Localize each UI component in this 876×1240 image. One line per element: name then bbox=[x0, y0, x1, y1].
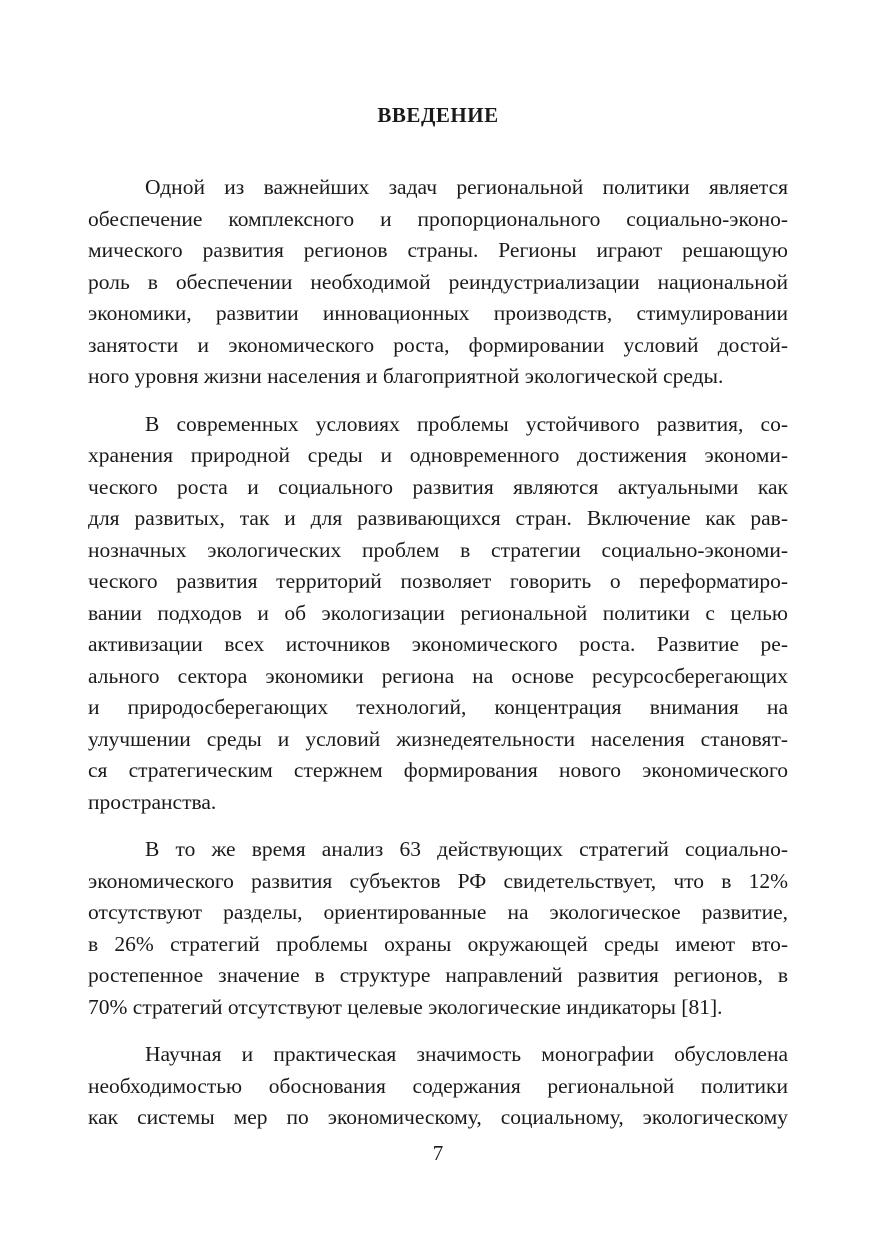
text-line: хранения природной среды и одновременного достижения экономи- bbox=[88, 443, 788, 467]
text-line: отсутствуют разделы, ориентированные на экологическое развитие, bbox=[88, 900, 788, 924]
paragraph bbox=[88, 172, 788, 393]
text-line: обеспечение комплексного и пропорционального социально-эконо- bbox=[88, 206, 788, 231]
text-line: Научная и практическая значимость монографии обусловлена bbox=[145, 1042, 788, 1066]
text-line: В современных условиях проблемы устойчивого развития, со- bbox=[145, 411, 788, 436]
text-line: в 26% стратегий проблемы охраны окружающей среды имеют вто- bbox=[88, 931, 788, 956]
paragraph bbox=[88, 1039, 788, 1134]
paragraph bbox=[88, 834, 788, 1023]
paragraph bbox=[88, 409, 788, 819]
text-line: 70% стратегий отсутствуют целевые экологические индикаторы [81]. bbox=[88, 994, 723, 1019]
text-line: экономического развития субъектов РФ свидетельствует, что в 12% bbox=[88, 868, 788, 893]
text-line: как системы мер по экономическому, социальному, экологическому bbox=[88, 1105, 788, 1129]
text-line: необходимостью обоснования содержания региональной политики bbox=[88, 1073, 788, 1098]
text-line: ного уровня жизни населения и благоприятной экологической среды. bbox=[88, 364, 724, 388]
text-line: вании подходов и об экологизации региональной политики с целью bbox=[88, 600, 788, 625]
text-line: экономики, развитии инновационных производств, стимулировании bbox=[88, 301, 788, 325]
text-line: ческого роста и социального развития являются актуальными как bbox=[88, 474, 788, 499]
text-line: мического развития регионов страны. Регионы играют решающую bbox=[88, 238, 788, 262]
document-page bbox=[88, 0, 788, 1240]
text-line: ческого развития территорий позволяет говорить о переформатиро- bbox=[88, 569, 788, 593]
page-title: ВВЕДЕНИЕ bbox=[377, 103, 499, 127]
text-line: В то же время анализ 63 действующих стратегий социально- bbox=[145, 837, 788, 861]
text-line: нозначных экологических проблем в стратегии социально-экономи- bbox=[88, 537, 788, 562]
text-line: ся стратегическим стержнем формирования нового экономического bbox=[88, 758, 788, 782]
text-line: и природосберегающих технологий, концентрация внимания на bbox=[88, 695, 788, 719]
text-line: улучшении среды и условий жизнедеятельности населения становят- bbox=[88, 726, 788, 751]
text-line: активизации всех источников экономического роста. Развитие ре- bbox=[88, 632, 788, 656]
body-text bbox=[88, 172, 788, 1150]
text-line: для развитых, так и для развивающихся стран. Включение как рав- bbox=[88, 506, 788, 530]
text-line: занятости и экономического роста, формировании условий достой- bbox=[88, 332, 788, 357]
text-line: ростепенное значение в структуре направлений развития регионов, в bbox=[88, 963, 788, 987]
text-line: пространства. bbox=[88, 789, 217, 814]
page-number: 7 bbox=[432, 1141, 444, 1165]
text-line: ального сектора экономики региона на основе ресурсосберегающих bbox=[88, 663, 788, 688]
text-line: Одной из важнейших задач региональной политики является bbox=[145, 175, 788, 199]
text-line: роль в обеспечении необходимой реиндустриализации национальной bbox=[88, 269, 788, 294]
